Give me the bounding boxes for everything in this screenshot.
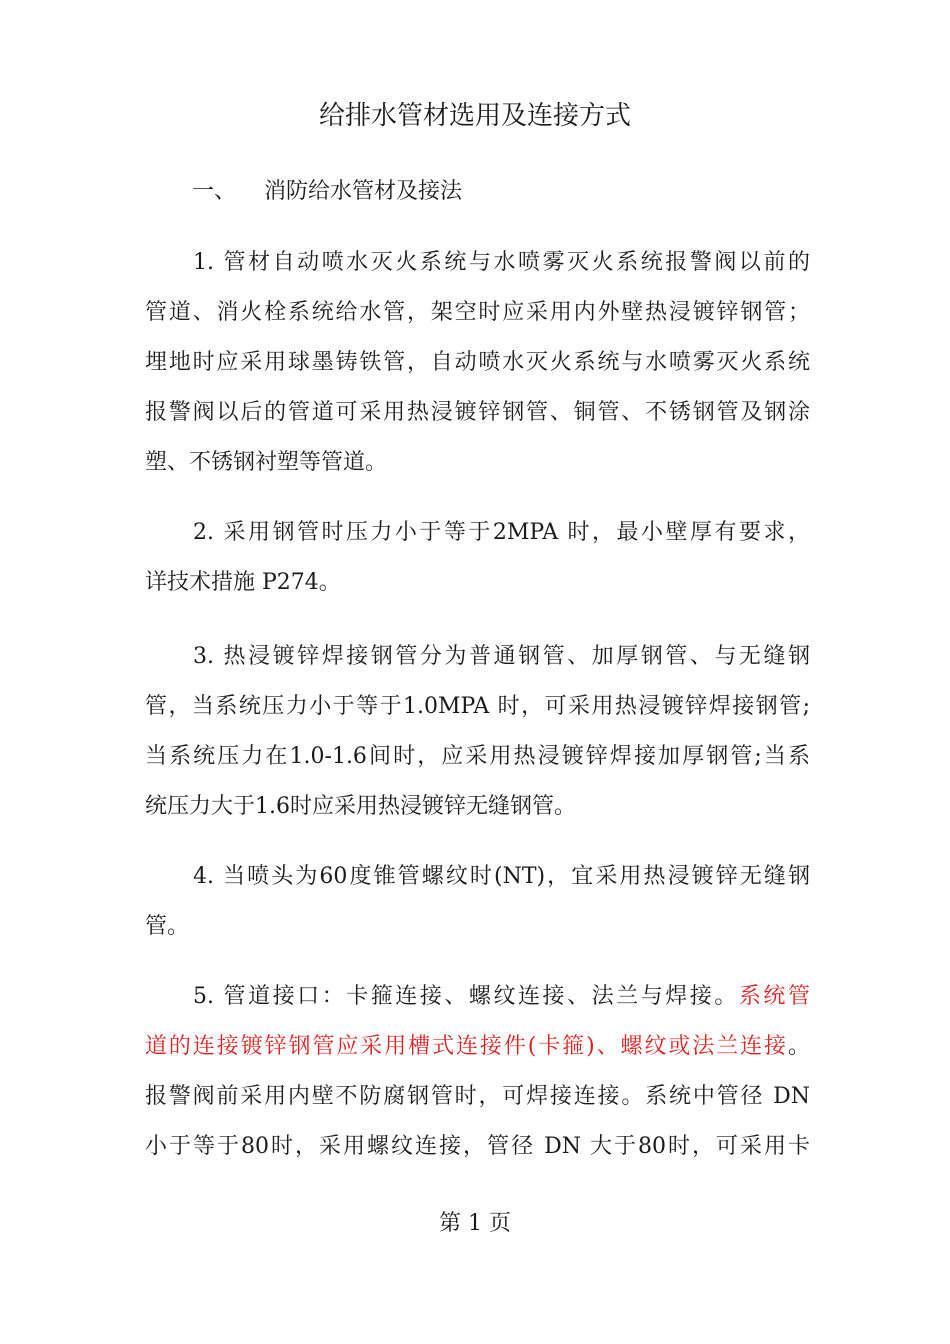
document-title: 给排水管材选用及连接方式	[318, 101, 631, 131]
highlighted-text: 道的连接镀锌钢管应采用槽式连接件(卡箍)、螺纹或法兰连接	[145, 1034, 788, 1059]
paragraph-line: 管。	[145, 914, 190, 939]
paragraph-line: 管道、消火栓系统给水管，架空时应采用内外壁热浸镀锌钢管；	[145, 300, 810, 325]
paragraph-line: 统压力大于1.6时应采用热浸镀锌无缝钢管。	[145, 794, 576, 819]
paragraph-line: 埋地时应采用球墨铸铁管，自动喷水灭火系统与水喷雾灭火系统	[145, 350, 810, 375]
paragraph-1	[145, 238, 810, 488]
section-heading	[192, 172, 462, 212]
paragraph-text: 5. 管道接口：卡箍连接、螺纹连接、法兰与焊接。	[193, 984, 739, 1009]
paragraph-line	[145, 972, 810, 1022]
paragraph-line: 详技术措施 P274。	[145, 570, 341, 595]
paragraph-2	[145, 508, 810, 608]
paragraph-line: 塑、不锈钢衬塑等管道。	[145, 450, 388, 475]
paragraph-line: 管，当系统压力小于等于1.0MPA 时，可采用热浸镀锌焊接钢管;	[145, 694, 810, 719]
paragraph-line: 当系统压力在1.0-1.6间时，应采用热浸镀锌焊接加厚钢管;当系	[145, 744, 810, 769]
section-heading-text: 消防给水管材及接法	[264, 179, 463, 204]
paragraph-4	[145, 852, 810, 952]
paragraph-line: 2. 采用钢管时压力小于等于2MPA 时，最小壁厚有要求，	[193, 520, 810, 545]
section-heading-number: 一、	[192, 179, 237, 204]
highlighted-text: 系统管	[738, 984, 810, 1009]
paragraph-line: 报警阀前采用内壁不防腐钢管时，可焊接连接。系统中管径 DN	[145, 1084, 810, 1109]
paragraph-line: 1. 管材自动喷水灭火系统与水喷雾灭火系统报警阀以前的	[193, 250, 810, 275]
paragraph-line: 3. 热浸镀锌焊接钢管分为普通钢管、加厚钢管、与无缝钢	[193, 644, 810, 669]
paragraph-line: 4. 当喷头为60度锥管螺纹时(NT)，宜采用热浸镀锌无缝钢	[193, 864, 810, 889]
paragraph-text: 。	[787, 1034, 810, 1059]
paragraph-5	[145, 972, 810, 1172]
paragraph-line: 小于等于80时，采用螺纹连接，管径 DN 大于80时，可采用卡	[145, 1134, 810, 1159]
paragraph-3	[145, 632, 810, 832]
paragraph-line: 报警阀以后的管道可采用热浸镀锌钢管、铜管、不锈钢管及钢涂	[145, 400, 810, 425]
paragraph-line	[145, 1022, 810, 1072]
page-number-footer: 第 1 页	[439, 1211, 511, 1236]
